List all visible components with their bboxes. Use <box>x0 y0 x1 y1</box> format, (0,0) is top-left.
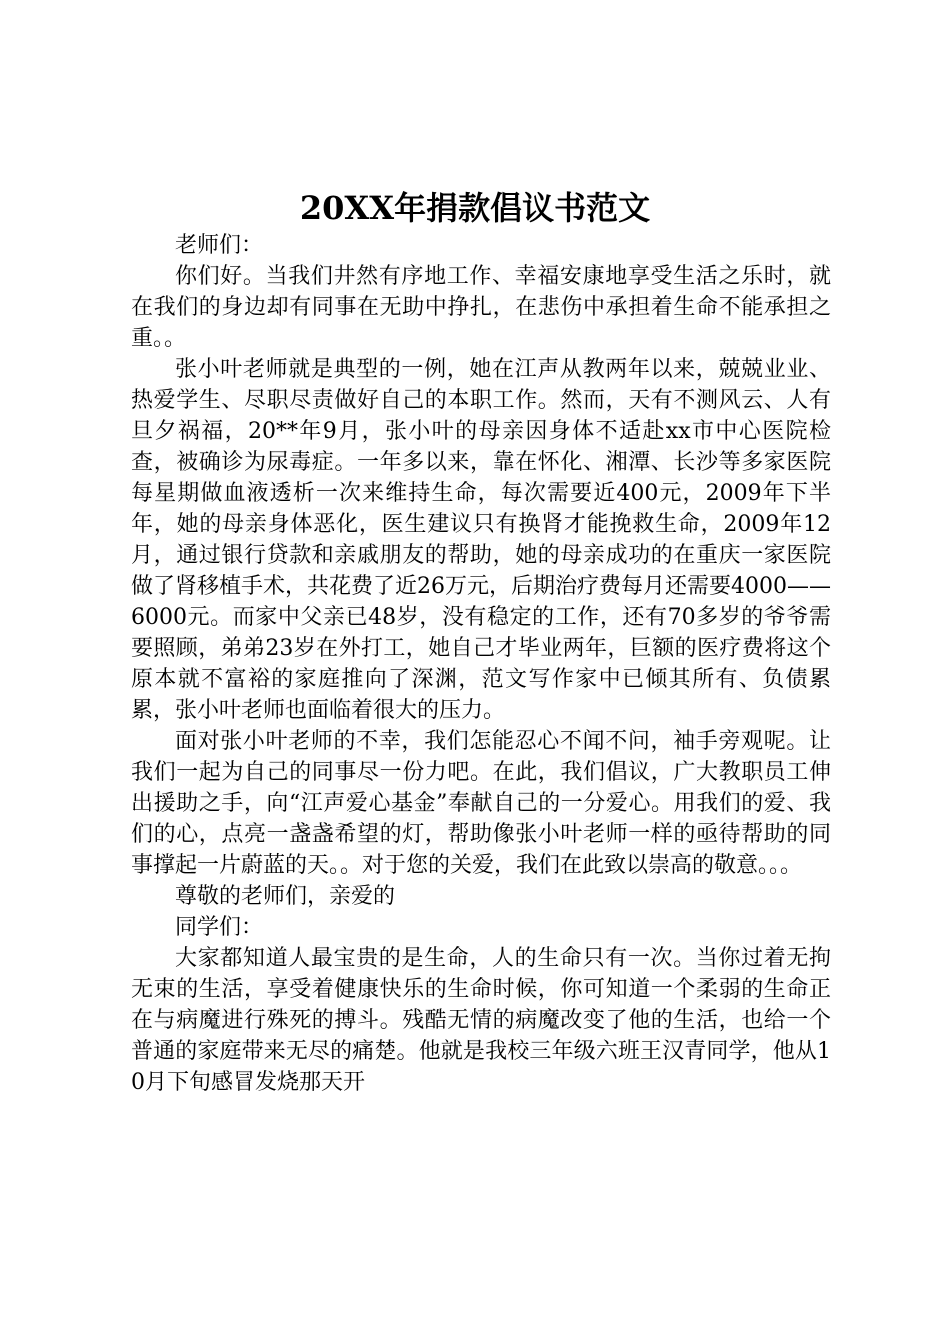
paragraph-zhang-xiaoye-story: 张小叶老师就是典型的一例，她在江声从教两年以来，兢兢业业、热爱学生、尽职尽责做好自己的本职工作。然而，天有不测风云、人有旦夕祸福，20**年9月，张小叶的母亲因身体不适赴xx市中心医院检查，被确诊为尿毒症。一年多以来，靠在怀化、湘潭、长沙等多家医院每星期做血液透析一次来维持生命，每次需要近400元，2009年下半年，她的母亲身体恶化，医生建议只有换肾才能挽救生命，2009年12月，通过银行贷款和亲戚朋友的帮助，她的母亲成功的在重庆一家医院做了肾移植手术，共花费了近26万元，后期治疗费每月还需要4000——6000元。而家中父亲已48岁，没有稳定的工作，还有70多岁的爷爷需要照顾，弟弟23岁在外打工，她自己才毕业两年，巨额的医疗费将这个原本就不富裕的家庭推向了深渊，范文写作家中已倾其所有、负债累累，张小叶老师也面临着很大的压力。 <box>131 357 831 723</box>
paragraph-greeting: 你们好。当我们井然有序地工作、幸福安康地享受生活之乐时，就在我们的身边却有同事在无助中挣扎，在悲伤中承担着生命不能承担之重。。 <box>131 264 831 351</box>
document-body <box>131 230 831 1098</box>
salutation-respected-teachers: 尊敬的老师们，亲爱的 <box>175 884 396 909</box>
paragraph-appeal: 面对张小叶老师的不幸，我们怎能忍心不闻不问，袖手旁观呢。让我们一起为自己的同事尽一份力吧。在此，我们倡议，广大教职员工伸出援助之手，向“江声爱心基金”奉献自己的一分爱心。用我们的爱、我们的心，点亮一盏盏希望的灯，帮助像张小叶老师一样的亟待帮助的同事撑起一片蔚蓝的天。。对于您的关爱，我们在此致以崇高的敬意。。。 <box>131 729 831 878</box>
paragraph-wang-hanqing-story: 大家都知道人最宝贵的是生命，人的生命只有一次。当你过着无拘无束的生活，享受着健康快乐的生命时候，你可知道一个柔弱的生命正在与病魔进行殊死的搏斗。残酷无情的病魔改变了他的生活，也给一个普通的家庭带来无尽的痛楚。他就是我校三年级六班王汉青同学，他从10月下旬感冒发烧那天开 <box>131 946 831 1095</box>
salutation-teachers: 老师们： <box>175 233 264 258</box>
document-title: 20XX年捐款倡议书范文 <box>299 189 651 227</box>
salutation-students: 同学们： <box>175 915 264 940</box>
